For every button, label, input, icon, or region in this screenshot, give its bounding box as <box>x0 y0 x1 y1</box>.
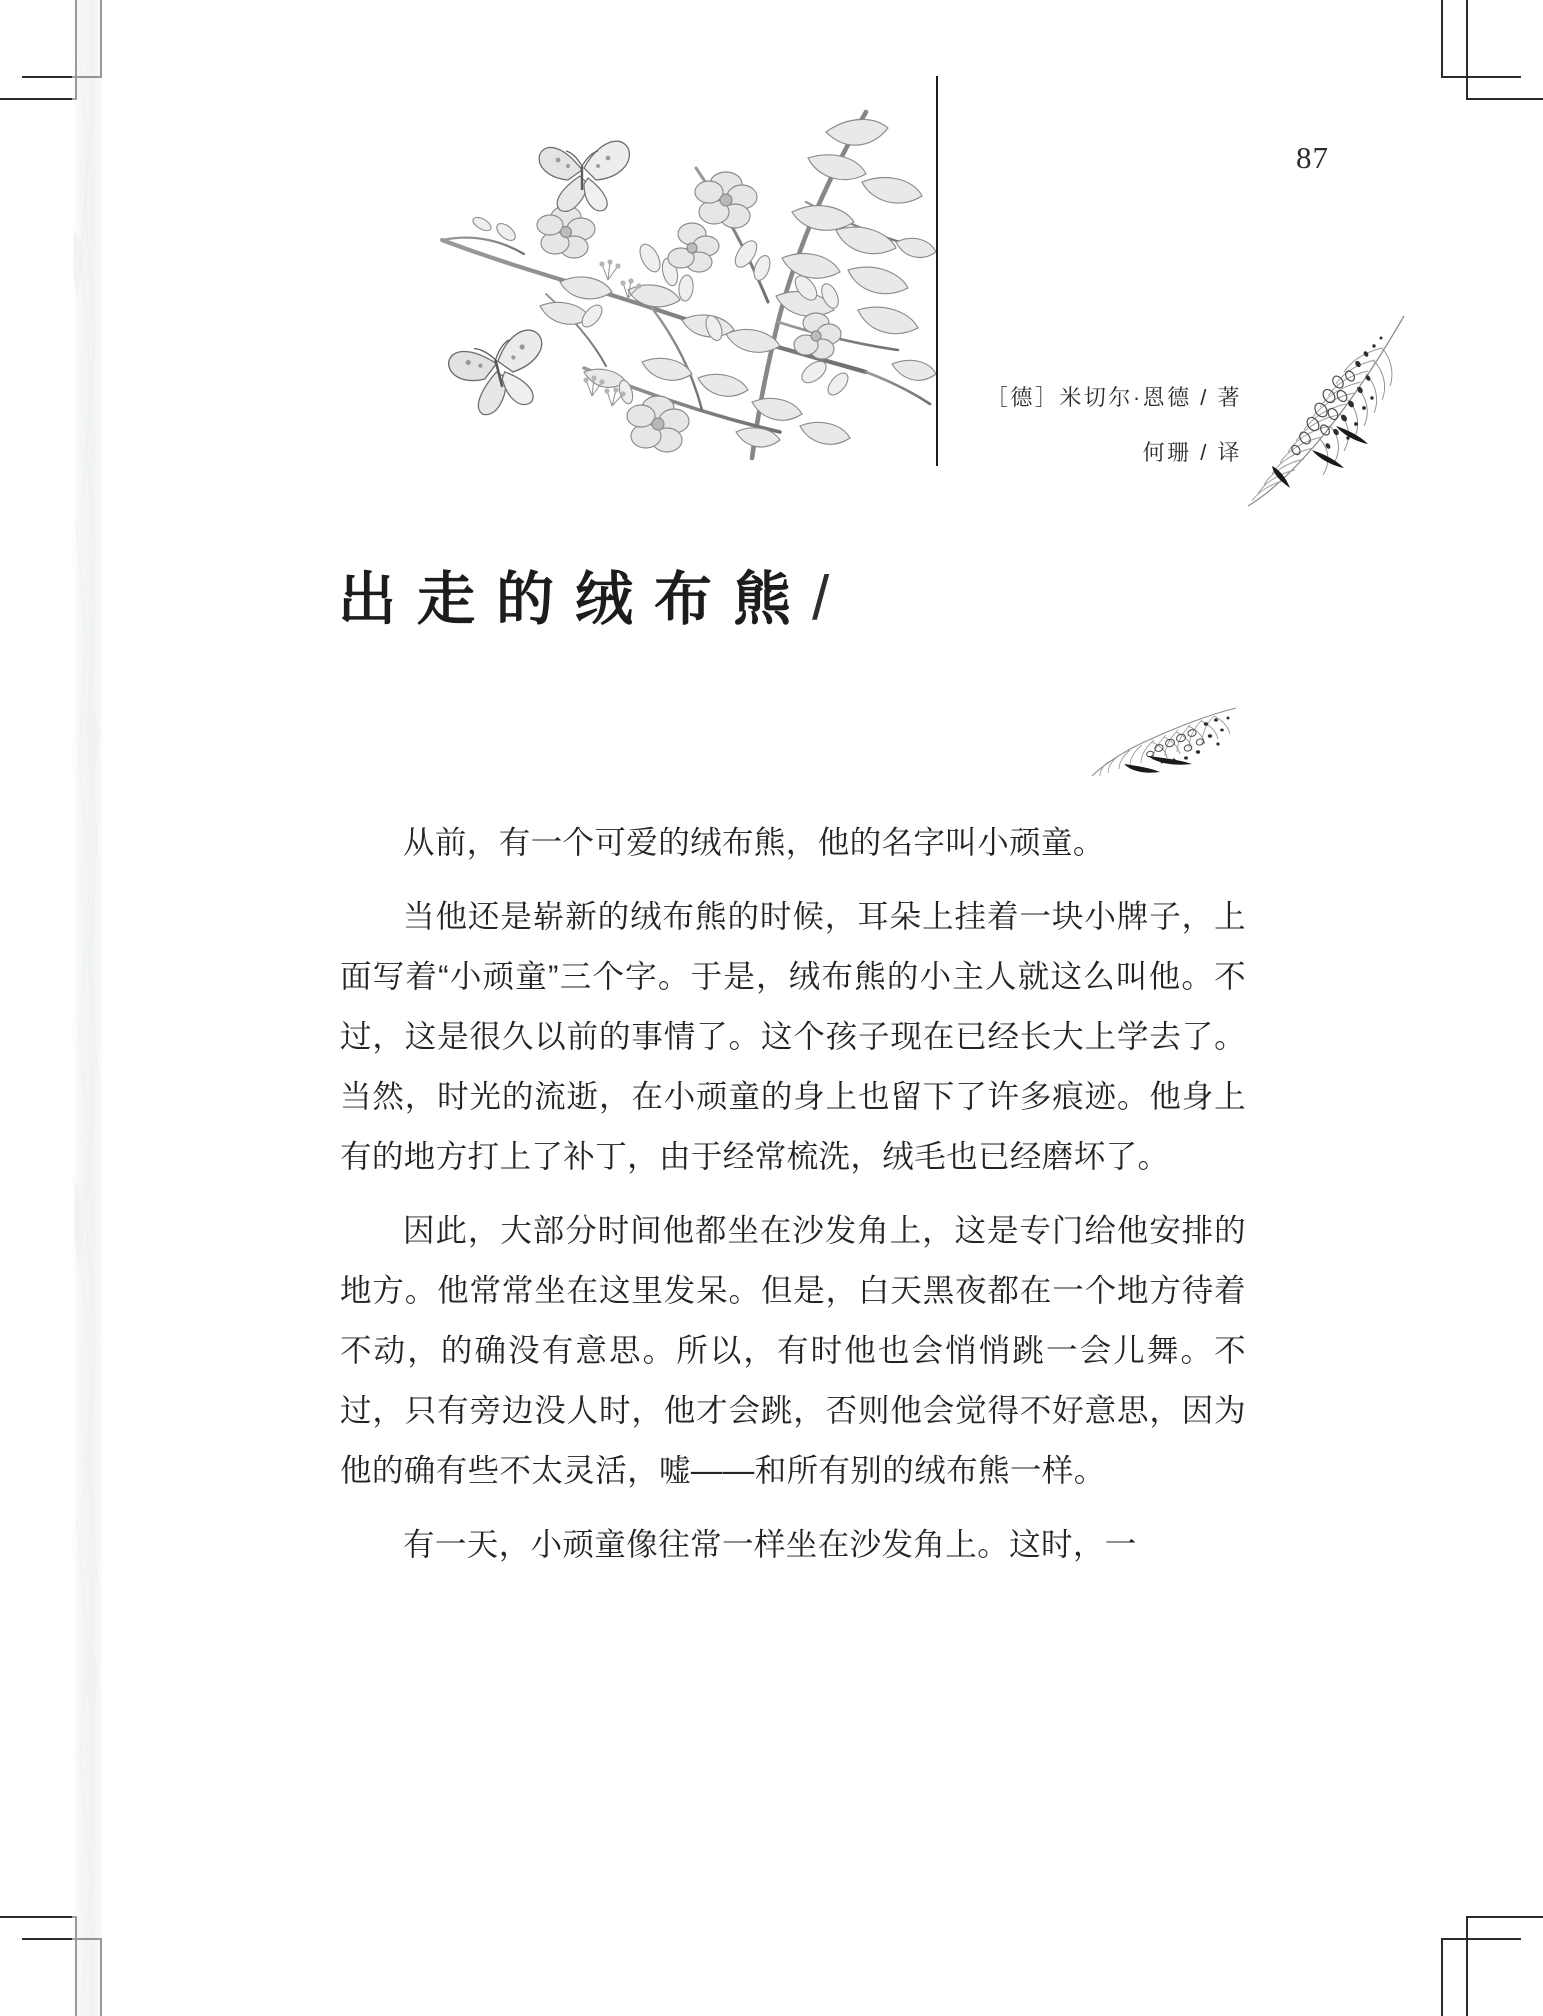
article-title-text: 出走的绒布熊 <box>338 567 813 632</box>
paragraph: 当他还是崭新的绒布熊的时候，耳朵上挂着一块小牌子，上面写着“小顽童”三个字。于是，绒布熊的小主人就这么叫他。不过，这是很久以前的事情了。这个孩子现在已经长大上学去了。当然，时光的流逝，在小顽童的身上也留下了许多痕迹。他身上有的地方打上了补丁，由于经常梳洗，绒毛也已经磨坏了。 <box>340 898 1246 1174</box>
crop-mark-bottom-right <box>1383 1856 1543 2016</box>
article-body <box>340 812 1246 1574</box>
feather-icon <box>1088 690 1240 782</box>
crop-mark-line <box>0 1916 77 1918</box>
crop-mark-top-right <box>1383 0 1543 160</box>
paragraph: 从前，有一个可爱的绒布熊，他的名字叫小顽童。 <box>403 824 1105 860</box>
page-number: 87 <box>1296 140 1329 175</box>
crop-mark-line <box>1441 0 1443 78</box>
crop-mark-line <box>0 98 77 100</box>
paper-texture-strip <box>72 0 102 2016</box>
crop-mark-line <box>1441 1938 1443 2016</box>
crop-mark-line <box>1466 0 1468 100</box>
title-slash: / <box>812 564 830 633</box>
botanical-illustration <box>396 72 936 470</box>
header-divider-rule <box>936 76 938 466</box>
feather-icon <box>1232 308 1414 510</box>
paragraph: 因此，大部分时间他都坐在沙发角上，这是专门给他安排的地方。他常常坐在这里发呆。但是，白天黑夜都在一个地方待着不动，的确没有意思。所以，有时他也会悄悄跳一会儿舞。不过，只有旁边没人时，他才会跳，否则他会觉得不好意思，因为他的确有些不太灵活，嘘——和所有别的绒布熊一样。 <box>340 1212 1246 1488</box>
crop-mark-line <box>1441 1938 1521 1940</box>
paragraph: 有一天，小顽童像往常一样坐在沙发角上。这时，一 <box>403 1526 1137 1562</box>
crop-mark-line <box>1466 1916 1468 2016</box>
crop-mark-line <box>1441 76 1521 78</box>
crop-mark-line <box>1466 1916 1543 1918</box>
crop-mark-line <box>1466 98 1543 100</box>
translator-credit: 何珊 / 译 <box>1142 440 1242 466</box>
article-title <box>338 552 829 636</box>
byline <box>952 386 1242 464</box>
author-credit: ［德］米切尔·恩德 / 著 <box>985 385 1242 410</box>
